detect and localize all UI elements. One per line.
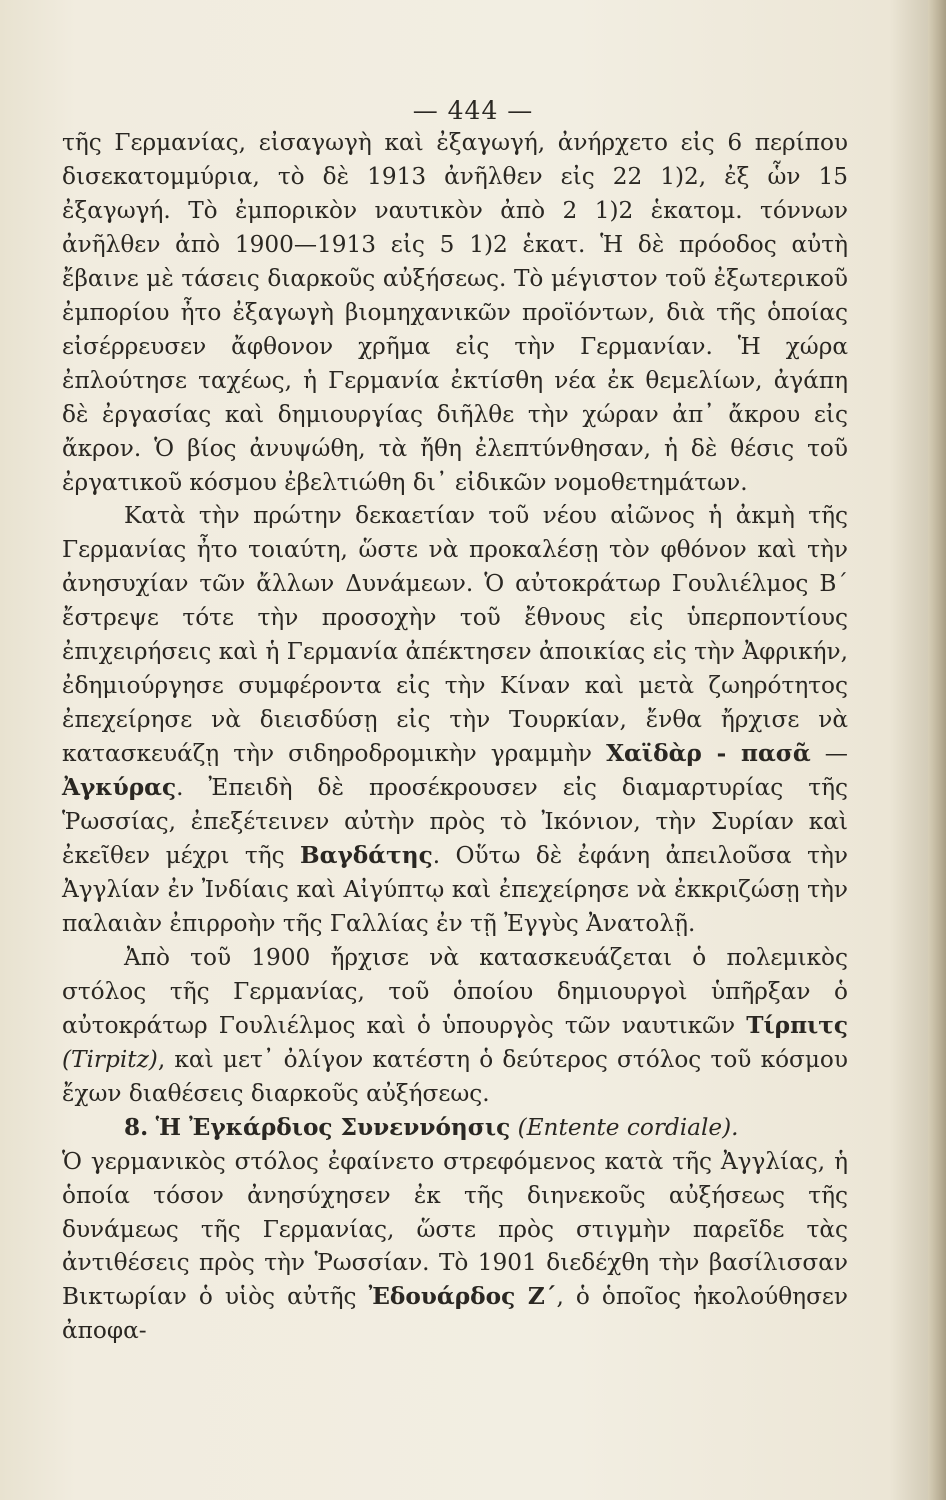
- place-name-baghdad: Βαγδάτης: [300, 842, 433, 870]
- section-heading: [62, 1111, 848, 1145]
- paragraph-2: [62, 499, 848, 940]
- section-text-after: , ὁ ὁποῖος ἠκολούθησεν ἀποφα-: [62, 1283, 849, 1345]
- section-subtitle: (Entente cordiale).: [510, 1113, 739, 1141]
- paragraph-2-text-middle: . Ἐπειδὴ δὲ προσέκρουσεν εἰς διαμαρτυρίας τῆς Ῥωσσίας, ἐπεξέτεινεν αὐτὴν πρὸς τὸ Ἰκόνιον, τὴν Συρίαν καὶ ἐκεῖθεν μέχρι τῆς: [62, 774, 848, 870]
- dash-separator: —: [810, 740, 848, 768]
- page-edge-shadow: [928, 0, 946, 1500]
- paragraph-1: [62, 126, 848, 499]
- section-paragraph: [62, 1145, 848, 1349]
- section-number: 8.: [124, 1113, 149, 1141]
- person-name-edward: Ἐδουάρδος Ζ΄: [368, 1283, 557, 1311]
- paragraph-3-text-after: , καὶ μετ᾽ ὀλίγον κατέστη ὁ δεύτερος στόλος τοῦ κόσμου ἔχων διαθέσεις διαρκοῦς αὐξήσεως.: [62, 1045, 848, 1107]
- railway-name-haidar-pasha: Χαϊδὰρ - πασᾶ: [606, 740, 811, 768]
- person-name-tirpitz-latin: (Tirpitz): [62, 1045, 158, 1073]
- page-number: — 444 —: [412, 96, 534, 125]
- paragraph-3-text-before: Ἀπὸ τοῦ 1900 ἤρχισε νὰ κατασκευάζεται ὁ πολεμικὸς στόλος τῆς Γερμανίας, τοῦ ὁποίου δημιουργοὶ ὑπῆρξαν ὁ αὐτοκράτωρ Γουλιέλμος καὶ ὁ ὑπουργὸς τῶν ναυτικῶν: [62, 943, 848, 1039]
- person-name-tirpitz: Τίρπιτς: [746, 1011, 848, 1039]
- body-text: [62, 126, 848, 1348]
- section-text-before: Ὁ γερμανικὸς στόλος ἐφαίνετο στρεφόμενος κατὰ τῆς Ἀγγλίας, ἡ ὁποία τόσον ἀνησύχησεν ἐκ τῆς διηνεκοῦς αὐξήσεως τῆς δυνάμεως τῆς Γερμανίας, ὥστε πρὸς στιγμὴν παρεῖδε τὰς ἀντιθέσεις πρὸς τὴν Ῥωσσίαν. Τὸ 1901 διεδέχθη τὴν βασίλισσαν Βικτωρίαν ὁ υἱὸς αὐτῆς: [62, 1147, 848, 1311]
- paragraph-3: [62, 941, 848, 1111]
- paragraph-1-text: τῆς Γερμανίας, εἰσαγωγὴ καὶ ἐξαγωγή, ἀνήρχετο εἰς 6 περίπου δισεκατομμύρια, τὸ δὲ 1913 ἀνῆλθεν εἰς 22 1)2, ἐξ ὧν 15 ἐξαγωγή. Τὸ ἐμπορικὸν ναυτικὸν ἀπὸ 2 1)2 ἑκατομ. τόννων ἀνῆλθεν ἀπὸ 1900—1913 εἰς 5 1)2 ἑκατ. Ἡ δὲ πρόοδος αὐτὴ ἔβαινε μὲ τάσεις διαρκοῦς αὐξήσεως. Τὸ μέγιστον τοῦ ἐξωτερικοῦ ἐμπορίου ἦτο ἐξαγωγὴ βιομηχανικῶν προϊόντων, διὰ τῆς ὁποίας εἰσέρρευσεν ἄφθονον χρῆμα εἰς τὴν Γερμανίαν. Ἡ χώρα ἐπλούτησε ταχέως, ἡ Γερμανία ἐκτίσθη νέα ἐκ θεμελίων, ἀγάπη δὲ ἐργασίας καὶ δημιουργίας διῆλθε τὴν χώραν ἀπ᾽ ἄκρου εἰς ἄκρον. Ὁ βίος ἀνυψώθη, τὰ ἤθη ἐλεπτύνθησαν, ἡ δὲ θέσις τοῦ ἐργατικοῦ κόσμου ἐβελτιώθη δι᾽ εἰδικῶν νομοθετημάτων.: [62, 129, 848, 496]
- paragraph-2-text-before: Κατὰ τὴν πρώτην δεκαετίαν τοῦ νέου αἰῶνος ἡ ἀκμὴ τῆς Γερμανίας ἦτο τοιαύτη, ὥστε νὰ προκαλέσῃ τὸν φθόνον καὶ τὴν ἀνησυχίαν τῶν ἄλλων Δυνάμεων. Ὁ αὐτοκράτωρ Γουλιέλμος Β΄ ἔστρεψε τότε τὴν προσοχὴν τοῦ ἔθνους εἰς ὑπερποντίους ἐπιχειρήσεις καὶ ἡ Γερμανία ἀπέκτησεν ἀποικίας εἰς τὴν Ἀφρικήν, ἐδημιούργησε συμφέροντα εἰς τὴν Κίναν καὶ μετὰ ζωηρότητος ἐπεχείρησε νὰ διεισδύσῃ εἰς τὴν Τουρκίαν, ἔνθα ἤρχισε νὰ κατασκευάζῃ τὴν σιδηροδρομικὴν γραμμὴν: [62, 502, 848, 768]
- paragraph-2-text-after: . Οὕτω δὲ ἐφάνη ἀπειλοῦσα τὴν Ἀγγλίαν ἐν Ἰνδίαις καὶ Αἰγύπτῳ καὶ ἐπεχείρησε νὰ ἐκκριζώσῃ τὴν παλαιὰν ἐπιρροὴν τῆς Γαλλίας ἐν τῇ Ἐγγὺς Ἀνατολῇ.: [62, 842, 848, 937]
- railway-name-ankara: Ἀγκύρας: [62, 774, 177, 802]
- section-title: Ἡ Ἐγκάρδιος Συνεννόησις: [155, 1113, 511, 1141]
